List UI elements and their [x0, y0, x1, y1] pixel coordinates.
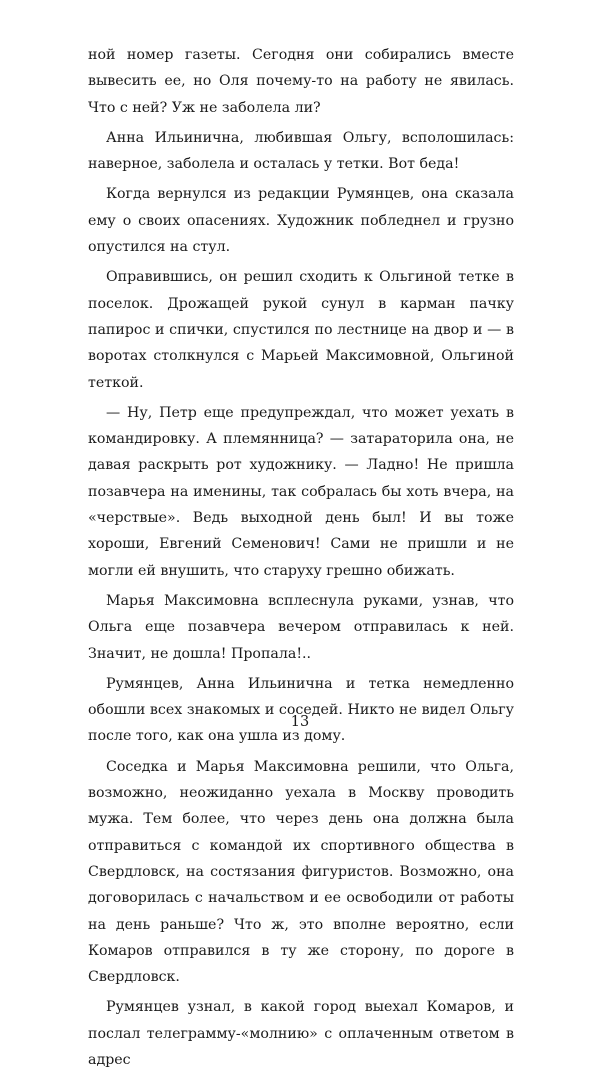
paragraph-8: Соседка и Марья Максимовна решили, что Ольга, возможно, неожиданно уехала в Москву проводить мужа. Тем более, что через день она должна была отправиться с командой их спортивного общества в Свердловск, на состязания фигуристов. Возможно, она договорилась с начальством и ее освободили от работы на день раньше? Что ж, это вполне вероятно, если Комаров отправился в ту же сторону, по дороге в Свердловск.: [88, 758, 514, 986]
paragraph-4: Оправившись, он решил сходить к Ольгиной тетке в поселок. Дрожащей рукой сунул в карман пачку папирос и спички, спустился по лестнице на двор и — в воротах столкнулся с Марьей Максимовной, Ольгиной теткой.: [88, 269, 514, 391]
paragraph-6: Марья Максимовна всплеснула руками, узнав, что Ольга еще позавчера вечером отправилась к ней. Значит, не дошла! Пропала!..: [88, 592, 514, 662]
paragraph-5: — Ну, Петр еще предупреждал, что может уехать в командировку. А племянница? — затараторила она, не давая раскрыть рот художнику. — Ладно! Не пришла позавчера на именины, так собралась бы хоть вчера, на «черствые». Ведь выходной день был! И вы тоже хороши, Евгений Семенович! Сами не пришли и не могли ей внушить, что старуху грешно обижать.: [88, 404, 514, 579]
page-number: 13: [290, 714, 310, 730]
paragraph-9: Румянцев узнал, в какой город выехал Комаров, и послал телеграмму-«молнию» с оплаченным ответом в адрес: [88, 999, 514, 1068]
paragraph-2: Анна Ильинична, любившая Ольгу, всполошилась: наверное, заболела и осталась у тетки. Вот беда!: [88, 129, 514, 173]
page-body: [88, 42, 514, 1073]
paragraph-3: Когда вернулся из редакции Румянцев, она сказала ему о своих опасениях. Художник побледнел и грузно опустился на стул.: [88, 186, 514, 256]
paragraph-1: ной номер газеты. Сегодня они собирались вместе вывесить ее, но Оля почему-то на работу не явилась. Что с ней? Уж не заболела ли?: [88, 47, 514, 116]
paragraph-7: Румянцев, Анна Ильинична и тетка немедленно обошли всех знакомых и соседей. Никто не видел Ольгу после того, как она ушла из дому.: [88, 675, 514, 745]
